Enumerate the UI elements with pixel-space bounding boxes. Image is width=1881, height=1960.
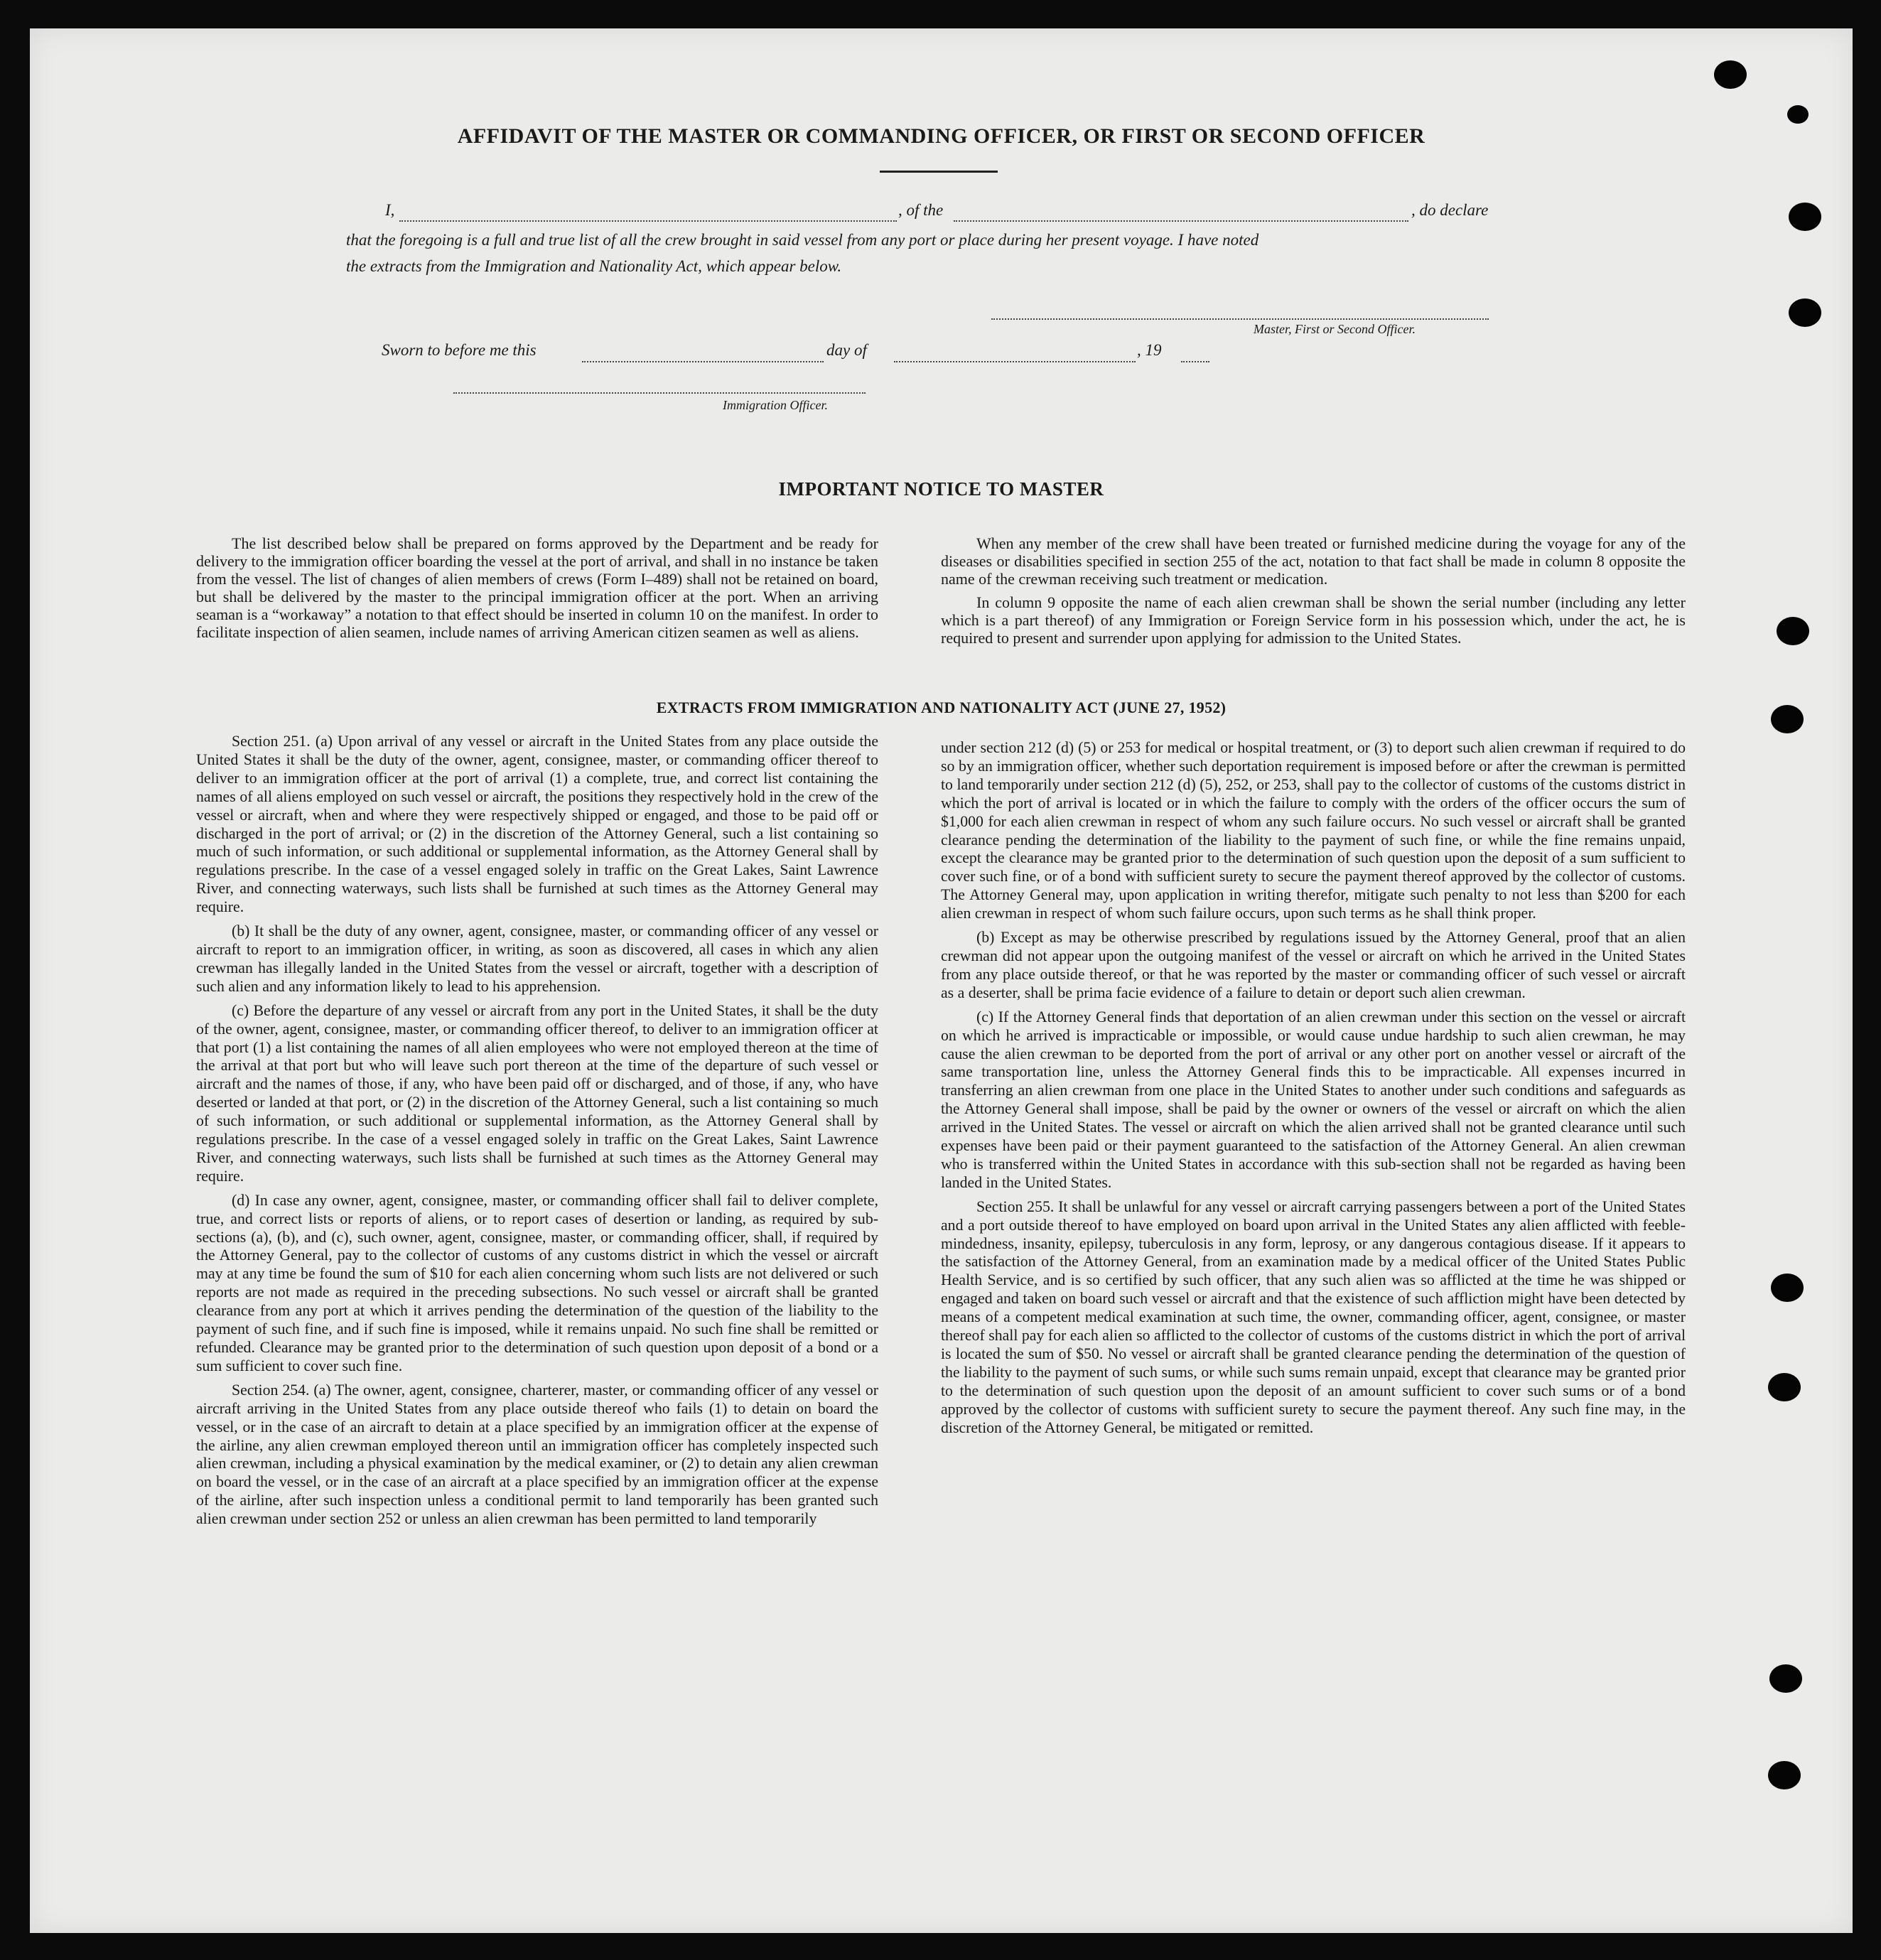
binder-hole [1768,1373,1801,1401]
declaration-line-2: the extracts from the Immigration and Nationality Act, which appear below. [346,257,842,275]
notice-left-column [196,534,878,647]
day-of-label: day of [826,341,867,359]
officer-caption: Immigration Officer. [723,398,828,412]
vessel-field[interactable] [954,220,1408,222]
officer-signature-line[interactable] [453,392,866,394]
section-251-a: Section 251. (a) Upon arrival of any vessel or aircraft in the United States from any place outside the United States it shall be the duty of the owner, agent, consignee, master, or commanding officer thereof to deliver to an immigration officer at the port of arrival (1) a complete, true, and correct list containing the names of all aliens employed on such vessel or aircraft, the positions they respectively hold in the crew of the vessel or aircraft, when and where they were respectively shipped or engaged, and those to be paid off or discharged in the port of arrival; or (2) in the discretion of the Attorney General, such a list containing so much of such information, or such additional or supplemental information, as the Attorney General shall by regulations prescribe. In the case of a vessel engaged solely in traffic on the Great Lakes, Saint Lawrence River, and connecting waterways, such lists shall be furnished at such times as the Attorney General may require. [196,733,878,916]
affidavit-title: AFFIDAVIT OF THE MASTER OR COMMANDING OFFICER, OR FIRST OR SECOND OFFICER [457,124,1425,148]
section-254-c: (c) If the Attorney General finds that deportation of an alien crewman under this section on the vessel or aircraft on which he arrived is impracticable or impossible, or would cause undue hardship to such alien crewman, he may cause the alien crewman to be deported from the port of arrival or any other port on another vessel or aircraft of the same transportation line, unless the Attorney General finds this to be impracticable. All expenses incurred in transferring an alien crewman from one place in the United States to another under such conditions and safeguards as the Attorney General shall impose, shall be paid by the owner or owners of the vessel or aircraft on which the alien arrived in the United States. The vessel or aircraft on which the alien arrived shall not be granted clearance until such expenses have been paid or their payment guaranteed to the satisfaction of the Attorney General. An alien crewman who is transferred within the United States in accordance with this sub-section shall not be regarded as having been landed in the United States. [941,1008,1686,1191]
master-caption: Master, First or Second Officer. [1254,322,1416,336]
binder-hole [1771,705,1804,733]
binder-hole [1787,105,1809,124]
i-label: I, [385,201,395,219]
document-page [30,28,1853,1933]
section-251-b: (b) It shall be the duty of any owner, agent, consignee, master, or commanding officer of any vessel or aircraft to report to an immigration officer, in writing, as soon as discovered, all cases in which any alien crewman has illegally landed in the United States from the vessel or aircraft, together with a description of such alien and any information likely to lead to his apprehension. [196,922,878,995]
binder-hole [1789,203,1821,231]
section-254-a: Section 254. (a) The owner, agent, consignee, charterer, master, or commanding officer of any vessel or aircraft arriving in the United States from any place outside thereof who fails (1) to detain on board the vessel, or in the case of an aircraft to detain at a place specified by an immigration officer at the expense of the airline, any alien crewman employed thereon until an immigration officer has completely inspected such alien crewman, including a physical examination by the medical examiner, or (2) to detain any alien crewman on board the vessel, or in the case of an aircraft at a place specified by an immigration officer at the expense of the airline, after such inspection unless a conditional permit to land temporarily has been granted such alien crewman under section 252 or unless an alien crewman has been permitted to land temporarily [196,1381,878,1528]
section-254-a-continued: under section 212 (d) (5) or 253 for medical or hospital treatment, or (3) to deport such alien crewman if required to do so by an immigration officer, whether such deportation requirement is imposed before or after the crewman is permitted to land temporarily under section 212 (d) (5), 252, or 253, shall pay to the collector of customs of the customs district in which the port of arrival is located or in which the failure to comply with the orders of the officer occurs the sum of $1,000 for each alien crewman in respect of whom any such failure occurs. No such vessel or aircraft shall be granted clearance pending the determination of the liability to the payment of such fine, or while the fine remains unpaid, except the clearance may be granted prior to the determination of such question upon the deposit of a sum sufficient to cover such fine, or of a bond with sufficient surety to secure the payment thereof approved by the collector of customs. The Attorney General may, upon application in writing therefor, mitigate such penalty to not less than $200 for each alien crewman in respect of whom such failure occurs, upon such terms as he shall think proper. [941,739,1686,922]
do-declare-label: , do declare [1411,201,1489,219]
section-255: Section 255. It shall be unlawful for any vessel or aircraft carrying passengers between a port of the United States and a port outside thereof to have employed on board upon arrival in the United States any alien afflicted with feeble-mindedness, insanity, epilepsy, tuberculosis in any form, leprosy, or any dangerous contagious disease. If it appears to the satisfaction of the Attorney General, from an examination made by a medical officer of the United States Public Health Service, and is so certified by such officer, that any such alien was so afflicted at the time he was shipped or engaged and taken on board such vessel or aircraft and that the existence of such affliction might have been detected by means of a competent medical examination at such time, the owner, commanding officer, agent, consignee, or master thereof shall pay for each alien so afflicted to the collector of customs of the customs district in which the port of arrival is located the sum of $50. No vessel or aircraft shall be granted clearance pending the determination of the question of the liability to the payment of such sums, or while such sums remain unpaid, except that clearance may be granted prior to the determination of such question upon the deposit of an amount sufficient to cover such sums or of a bond approved by the collector of customs with sufficient surety to secure the payment thereof. Any such fine may, in the discretion of the Attorney General, be mitigated or remitted. [941,1197,1686,1436]
section-251-c: (c) Before the departure of any vessel or aircraft from any port in the United States, it shall be the duty of the owner, agent, consignee, master, or commanding officer thereof, to deliver to an immigration officer at that port (1) a list containing the names of all alien employees who were not employed thereon at the time of the arrival at that port but who will leave such port thereon at the time of the departure of such vessel or aircraft and the names of those, if any, who have been paid off or discharged, and of those, if any, who have deserted or landed at that port, or (2) in the discretion of the Attorney General, such a list containing so much of such information, or such additional or supplemental information, as the Attorney General shall by regulations prescribe. In the case of a vessel engaged solely in traffic on the Great Lakes, Saint Lawrence River, and connecting waterways, such lists shall be furnished at such times as the Attorney General may require. [196,1001,878,1185]
extracts-right-column [941,739,1686,1443]
declaration-line-1: that the foregoing is a full and true list of all the crew brought in said vessel from any port or place during her present voyage. I have noted [346,231,1259,249]
year-label: , 19 [1137,341,1162,359]
sworn-month-field[interactable] [894,361,1136,362]
binder-hole [1768,1761,1801,1789]
section-251-d: (d) In case any owner, agent, consignee, master, or commanding officer shall fail to deliver complete, true, and correct lists or reports of aliens, or to report cases of desertion or landing, as required by sub-sections (a), (b), and (c), such owner, agent, consignee, master, or commanding officer, shall, if required by the Attorney General, pay to the collector of customs of any customs district in which the vessel or aircraft may at any time be found the sum of $10 for each alien concerning whom such lists are not delivered or such reports are not made as required in the preceding subsections. No such vessel or aircraft shall be granted clearance from any port at which it arrives pending the determination of the question of the liability to the payment of such fine, and if such fine is imposed, while it remains unpaid. No such fine shall be remitted or refunded. Clearance may be granted prior to the determination of such question upon deposit of a bond or a sum sufficient to cover such fine. [196,1191,878,1374]
name-field[interactable] [399,220,897,222]
sworn-day-field[interactable] [582,361,824,362]
notice-right-column [941,534,1686,652]
notice-right-paragraph-2: In column 9 opposite the name of each alien crewman shall be shown the serial number (including any letter which is a part thereof) of any Immigration or Foreign Service form in his possession which, under the act, he is required to present and surrender upon applying for admission to the United States. [941,593,1686,647]
binder-hole [1771,1274,1804,1302]
binder-hole [1777,617,1809,645]
of-the-label: , of the [898,201,944,219]
section-254-b: (b) Except as may be otherwise prescribed by regulations issued by the Attorney General, proof that an alien crewman did not appear upon the outgoing manifest of the vessel or aircraft on which he arrived in the United States from any place outside thereof, or that he was reported by the master or commanding officer of such vessel or aircraft as a deserter, shall be prima facie evidence of a failure to detain or deport such alien crewman. [941,929,1686,1001]
notice-title: IMPORTANT NOTICE TO MASTER [778,478,1104,500]
extracts-left-column [196,733,878,1534]
master-signature-line[interactable] [991,318,1489,320]
sworn-year-field[interactable] [1181,361,1209,362]
notice-left-paragraph: The list described below shall be prepared on forms approved by the Department and be ready for delivery to the immigration officer boarding the vessel at the port of arrival, and shall in no instance be taken from the vessel. The list of changes of alien members of crews (Form I–489) shall not be retained on board, but shall be delivered by the master to the principal immigration officer at the port. When an arriving seaman is a “workaway” a notation to that effect should be inserted in column 10 on the manifest. In order to facilitate inspection of alien seamen, include names of arriving American citizen seamen as well as aliens. [196,534,878,641]
binder-hole [1789,298,1821,327]
extracts-title: EXTRACTS FROM IMMIGRATION AND NATIONALITY ACT (JUNE 27, 1952) [656,699,1227,716]
notice-right-paragraph-1: When any member of the crew shall have been treated or furnished medicine during the voyage for any of the diseases or disabilities specified in section 255 of the act, notation to that fact shall be made in column 8 opposite the name of the crewman receiving such treatment or medication. [941,534,1686,588]
title-underline [880,171,998,173]
binder-hole [1714,60,1747,89]
binder-hole [1769,1664,1802,1693]
sworn-label: Sworn to before me this [382,341,537,359]
